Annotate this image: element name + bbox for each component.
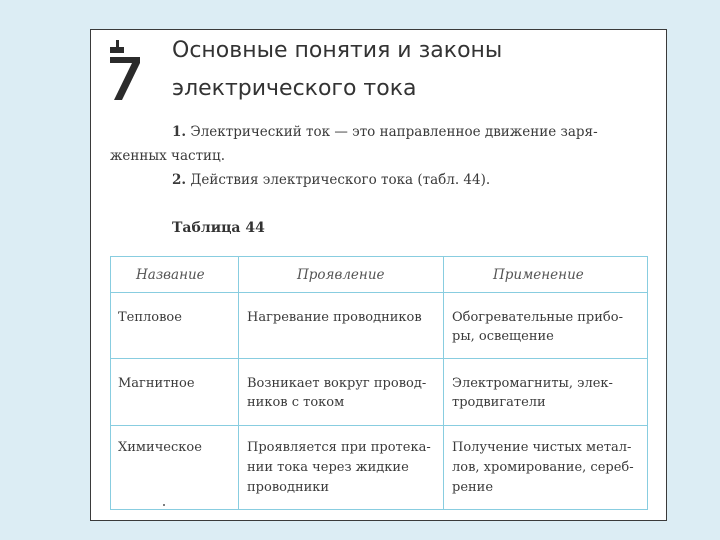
- chapter-title-line-1: Основные понятия и законы: [172, 38, 503, 63]
- table-header-name: Название: [136, 267, 205, 283]
- paragraph-2-line-1: [172, 172, 490, 188]
- table-cell-manifestation: Проявляется при протека-: [247, 440, 431, 455]
- table-row-divider: [111, 358, 647, 359]
- table-column-divider: [238, 257, 239, 509]
- table-cell-application: Обогревательные прибо-: [452, 310, 623, 325]
- paragraph-1-line-2: женных частиц.: [110, 148, 226, 164]
- table-cell-manifestation: проводники: [247, 480, 330, 495]
- table-row-divider: [111, 425, 647, 426]
- table-row-divider: [111, 292, 647, 293]
- table-cell-manifestation: Возникает вокруг провод-: [247, 376, 427, 391]
- table-cell-application: рение: [452, 480, 494, 495]
- chapter-number-7-icon: [108, 38, 142, 102]
- table-cell-application: тродвигатели: [452, 395, 546, 410]
- paragraph-1-number: 1.: [172, 124, 187, 140]
- chapter-title-line-2: электрического тока: [172, 76, 417, 101]
- print-speck: [163, 504, 165, 506]
- table-cell-application: лов, хромирование, сереб-: [452, 460, 634, 475]
- table-cell-application: Получение чистых метал-: [452, 440, 632, 455]
- table-cell-manifestation: Нагревание проводников: [247, 310, 422, 325]
- paragraph-2-text-1: Действия электрического тока (табл. 44).: [190, 172, 491, 188]
- table-header-application: Применение: [493, 267, 584, 283]
- table-caption: Таблица 44: [172, 220, 265, 236]
- table-column-divider: [443, 257, 444, 509]
- table-cell-manifestation: ников с током: [247, 395, 345, 410]
- paragraph-1-text-1: Электрический ток — это направленное движение заря-: [190, 124, 598, 140]
- paragraph-1-line-1: [172, 124, 598, 140]
- paragraph-2-number: 2.: [172, 172, 187, 188]
- table-cell-application: Электромагниты, элек-: [452, 376, 613, 391]
- table-cell-manifestation: нии тока через жидкие: [247, 460, 409, 475]
- table-header-manifestation: Проявление: [297, 267, 385, 283]
- table-cell-name: Магнитное: [118, 376, 195, 391]
- table-cell-application: ры, освещение: [452, 329, 554, 344]
- table-cell-name: Химическое: [118, 440, 202, 455]
- table-cell-name: Тепловое: [118, 310, 182, 325]
